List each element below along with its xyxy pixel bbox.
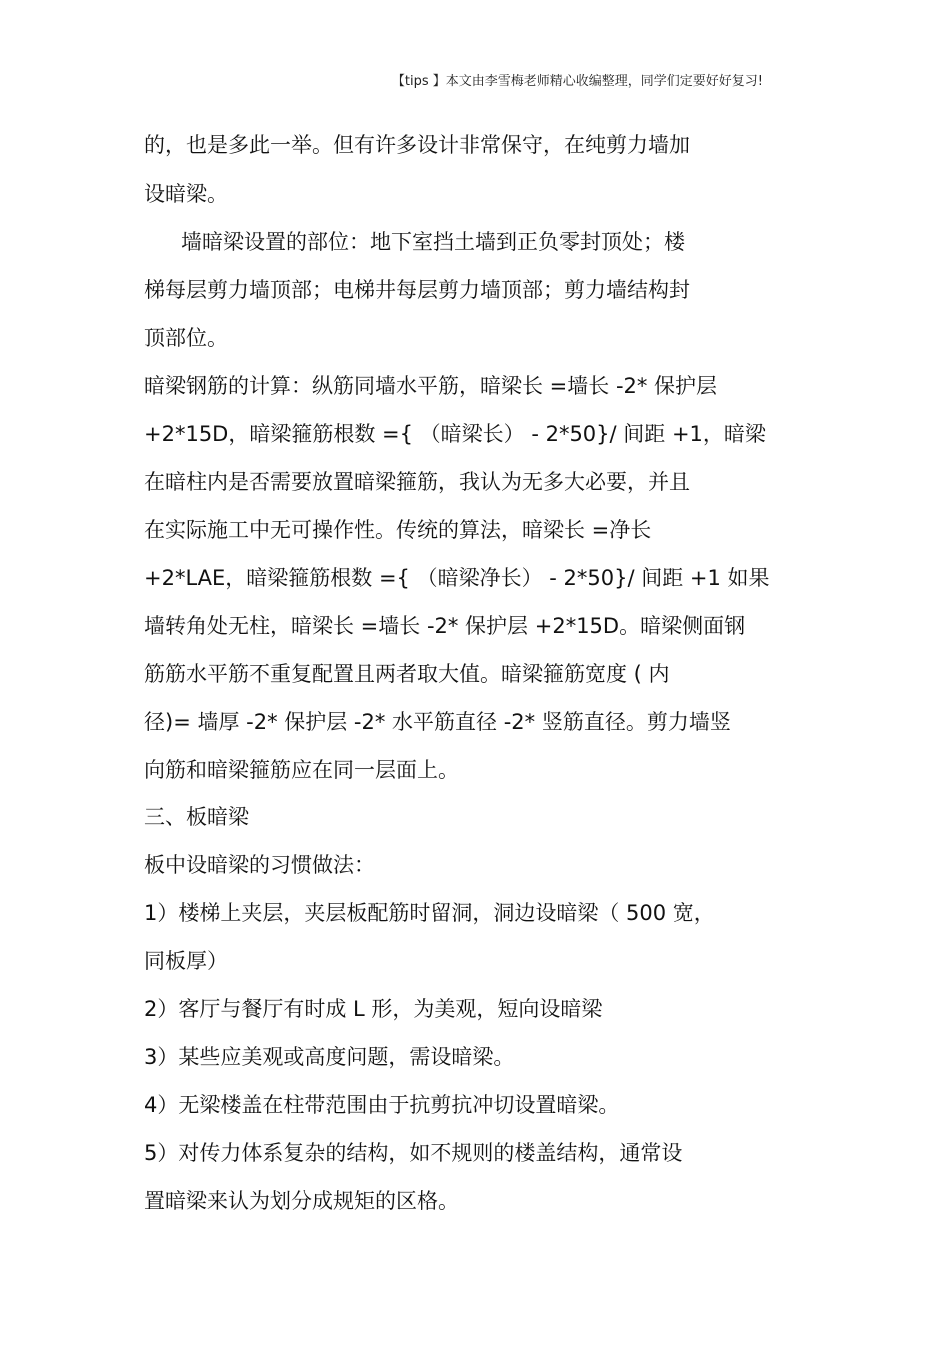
body-line: 设暗梁。 — [144, 182, 228, 206]
body-line: 径)= 墙厚 -2* 保护层 -2* 水平筋直径 -2* 竖筋直径。剪力墙竖 — [144, 710, 731, 734]
list-item: 2）客厅与餐厅有时成 L 形，为美观，短向设暗梁 — [144, 997, 603, 1021]
body-line: 向筋和暗梁箍筋应在同一层面上。 — [144, 758, 459, 782]
list-item: 3）某些应美观或高度问题，需设暗梁。 — [144, 1045, 515, 1069]
body-line: 板中设暗梁的习惯做法： — [144, 853, 375, 877]
body-line: 墙转角处无柱，暗梁长 =墙长 -2* 保护层 +2*15D。暗梁侧面钢 — [144, 614, 746, 638]
page-header: 【tips 】本文由李雪梅老师精心收编整理，同学们定要好好复习! — [391, 74, 763, 89]
list-item-continuation: 同板厚） — [144, 949, 228, 973]
body-line: 筋筋水平筋不重复配置且两者取大值。暗梁箍筋宽度 ( 内 — [144, 662, 670, 686]
body-line: 墙暗梁设置的部位：地下室挡土墙到正负零封顶处；楼 — [181, 230, 685, 254]
body-line: +2*15D，暗梁箍筋根数 ={ （暗梁长） - 2*50}/ 间距 +1，暗梁 — [144, 422, 766, 446]
list-item: 5）对传力体系复杂的结构，如不规则的楼盖结构，通常设 — [144, 1141, 683, 1165]
body-line: 暗梁钢筋的计算：纵筋同墙水平筋，暗梁长 =墙长 -2* 保护层 — [144, 374, 718, 398]
list-item: 1）楼梯上夹层，夹层板配筋时留洞，洞边设暗梁（ 500 宽， — [144, 901, 715, 925]
body-line: 在实际施工中无可操作性。传统的算法，暗梁长 =净长 — [144, 518, 652, 542]
section-heading: 三、板暗梁 — [144, 805, 249, 829]
body-line: 的，也是多此一举。但有许多设计非常保守，在纯剪力墙加 — [144, 133, 690, 157]
body-line: 梯每层剪力墙顶部；电梯井每层剪力墙顶部；剪力墙结构封 — [144, 278, 690, 302]
body-line: 顶部位。 — [144, 326, 228, 350]
list-item-continuation: 置暗梁来认为划分成规矩的区格。 — [144, 1189, 459, 1213]
list-item: 4）无梁楼盖在柱带范围由于抗剪抗冲切设置暗梁。 — [144, 1093, 620, 1117]
body-line: 在暗柱内是否需要放置暗梁箍筋，我认为无多大必要，并且 — [144, 470, 690, 494]
body-line: +2*LAE，暗梁箍筋根数 ={ （暗梁净长） - 2*50}/ 间距 +1 如果 — [144, 566, 770, 590]
